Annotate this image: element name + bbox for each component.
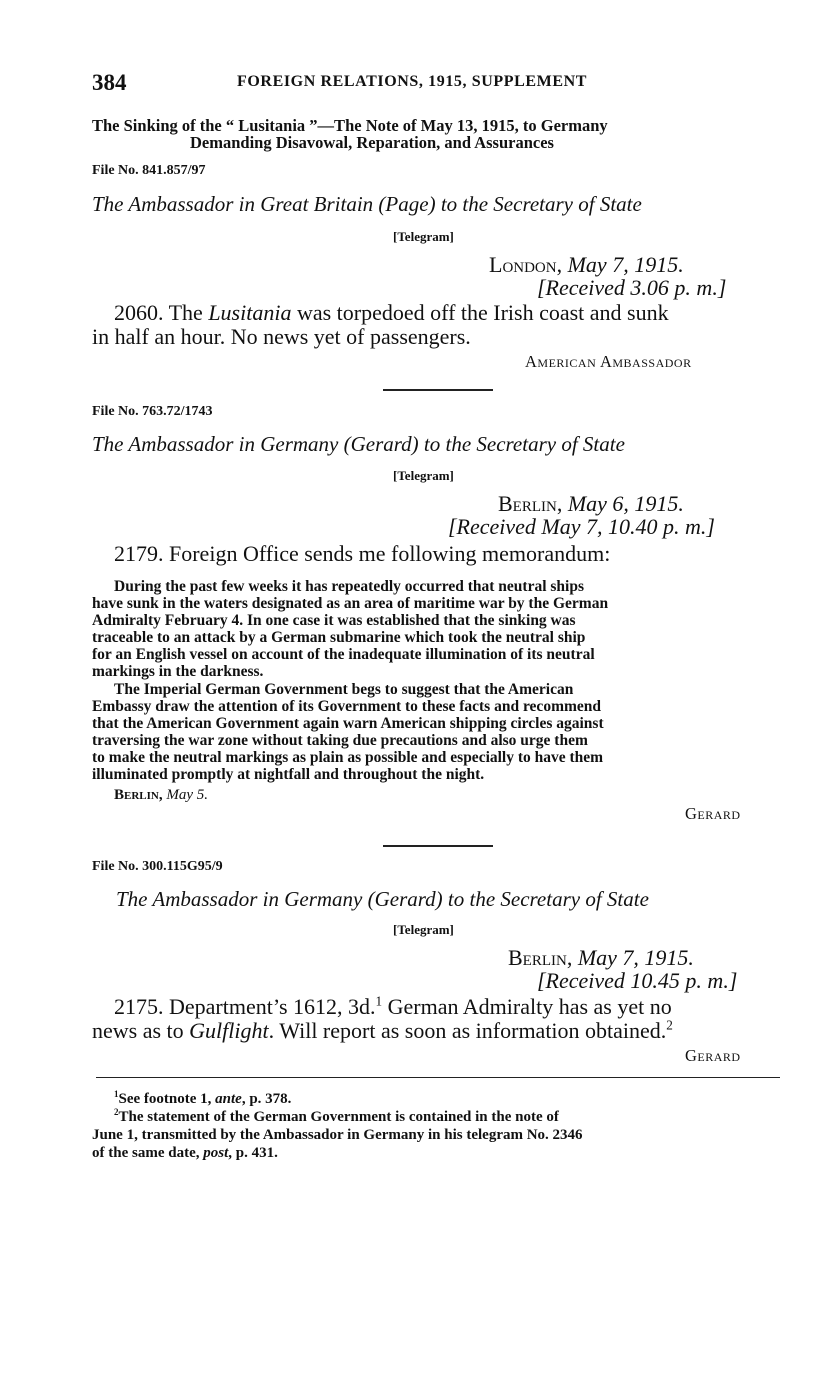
doc1-para-rest: was torpedoed off the Irish coast and sunk (291, 300, 669, 325)
memo-line: markings in the darkness. (92, 663, 264, 680)
footnote-2-line1 (114, 1109, 559, 1126)
doc3-date: May 7, 1915. (577, 945, 694, 970)
doc1-paragraph-line2: in half an hour. No news yet of passengers. (92, 324, 471, 349)
footnote-1-text-a: See footnote 1, (118, 1091, 216, 1107)
doc3-heading: The Ambassador in Germany (Gerard) to the Secretary of State (116, 887, 649, 911)
footnote-2-line3 (92, 1145, 278, 1162)
doc1-para-num: 2060. The (114, 300, 209, 325)
separator-rule-1 (383, 389, 493, 391)
memo-line: to make the neutral markings as plain as possible and especially to have them (92, 749, 604, 766)
doc2-received: [Received May 7, 10.40 p. m.] (448, 514, 715, 539)
memo-line: have sunk in the waters designated as an area of maritime war by the German (92, 595, 609, 612)
memo-line: The Imperial German Government begs to suggest that the American (114, 681, 574, 698)
doc3-paragraph-line2 (92, 1018, 673, 1044)
doc2-signature: Gerard (685, 804, 741, 823)
doc2-memo-dateline (114, 787, 208, 804)
footnote-1-ante: ante (215, 1091, 242, 1107)
doc1-telegram-label: [Telegram] (393, 229, 454, 244)
doc1-date: May 7, 1915. (567, 252, 684, 277)
section-title-line2: Demanding Disavowal, Reparation, and Assurances (190, 133, 554, 152)
doc2-memo-place: Berlin, (114, 787, 163, 803)
doc3-ship-name: Gulflight (189, 1018, 269, 1043)
running-title: FOREIGN RELATIONS, 1915, SUPPLEMENT (237, 73, 588, 90)
footnote-2-mark: 2 (114, 1107, 119, 1117)
footnote-1-text-b: , p. 378. (241, 1091, 292, 1107)
doc3-place: Berlin, (508, 945, 573, 970)
doc1-received: [Received 3.06 p. m.] (537, 275, 727, 300)
footnote-2-text: The statement of the German Government is contained in the note of (118, 1109, 559, 1125)
doc3-line1-end: German Admiralty has as yet no (382, 994, 672, 1019)
doc2-telegram-label: [Telegram] (393, 468, 454, 483)
footnote-rule (96, 1077, 780, 1078)
footnote-2-line3-a: of the same date, (92, 1145, 204, 1161)
memo-line: traceable to an attack by a German submarine which took the neutral ship (92, 629, 586, 646)
doc1-ship-name: Lusitania (208, 300, 292, 325)
doc1-signature: American Ambassador (525, 352, 692, 371)
doc1-heading: The Ambassador in Great Britain (Page) to the Secretary of State (92, 192, 642, 216)
doc3-paragraph-line1 (114, 994, 672, 1020)
memo-line: illuminated promptly at nightfall and throughout the night. (92, 766, 485, 783)
doc1-file-number: File No. 841.857/97 (92, 163, 206, 178)
doc2-date: May 6, 1915. (567, 491, 684, 516)
doc1-place: London, (489, 252, 563, 277)
doc3-line1-start: 2175. Department’s 1612, 3d. (114, 994, 376, 1019)
doc3-telegram-label: [Telegram] (393, 922, 454, 937)
footnote-ref-1: 1 (375, 993, 383, 1009)
memo-line: that the American Government again warn American shipping circles against (92, 715, 604, 732)
memo-line: traversing the war zone without taking due precautions and also urge them (92, 732, 588, 749)
doc3-file-number: File No. 300.115G95/9 (92, 859, 223, 874)
doc2-file-number: File No. 763.72/1743 (92, 404, 213, 419)
footnote-1 (114, 1091, 291, 1108)
memo-line: for an English vessel on account of the inadequate illumination of its neutral (92, 646, 595, 663)
memo-line: Admiralty February 4. In one case it was established that the sinking was (92, 612, 576, 629)
doc2-heading: The Ambassador in Germany (Gerard) to the Secretary of State (92, 432, 625, 456)
doc3-received: [Received 10.45 p. m.] (537, 968, 738, 993)
section-title-line1: The Sinking of the “ Lusitania ”—The Note of May 13, 1915, to Germany (92, 116, 608, 135)
doc2-place: Berlin, (498, 491, 563, 516)
doc3-line2-end: . Will report as soon as information obtained. (268, 1018, 667, 1043)
memo-line: During the past few weeks it has repeatedly occurred that neutral ships (114, 578, 585, 595)
doc3-line2-start: news as to (92, 1018, 190, 1043)
memo-line: Embassy draw the attention of its Government to these facts and recommend (92, 698, 602, 715)
footnote-ref-2: 2 (666, 1017, 673, 1033)
doc1-paragraph-line1 (114, 300, 669, 326)
footnote-2-line3-b: , p. 431. (228, 1145, 278, 1161)
separator-rule-2 (383, 845, 493, 847)
doc3-signature: Gerard (685, 1046, 741, 1065)
page-number: 384 (92, 70, 127, 95)
footnote-2-line2: June 1, transmitted by the Ambassador in Germany in his telegram No. 2346 (92, 1127, 583, 1143)
doc2-memo-date: May 5. (166, 787, 209, 803)
doc2-intro: 2179. Foreign Office sends me following memorandum: (114, 541, 611, 566)
footnote-2-post: post (203, 1145, 229, 1161)
footnote-1-mark: 1 (114, 1089, 119, 1099)
